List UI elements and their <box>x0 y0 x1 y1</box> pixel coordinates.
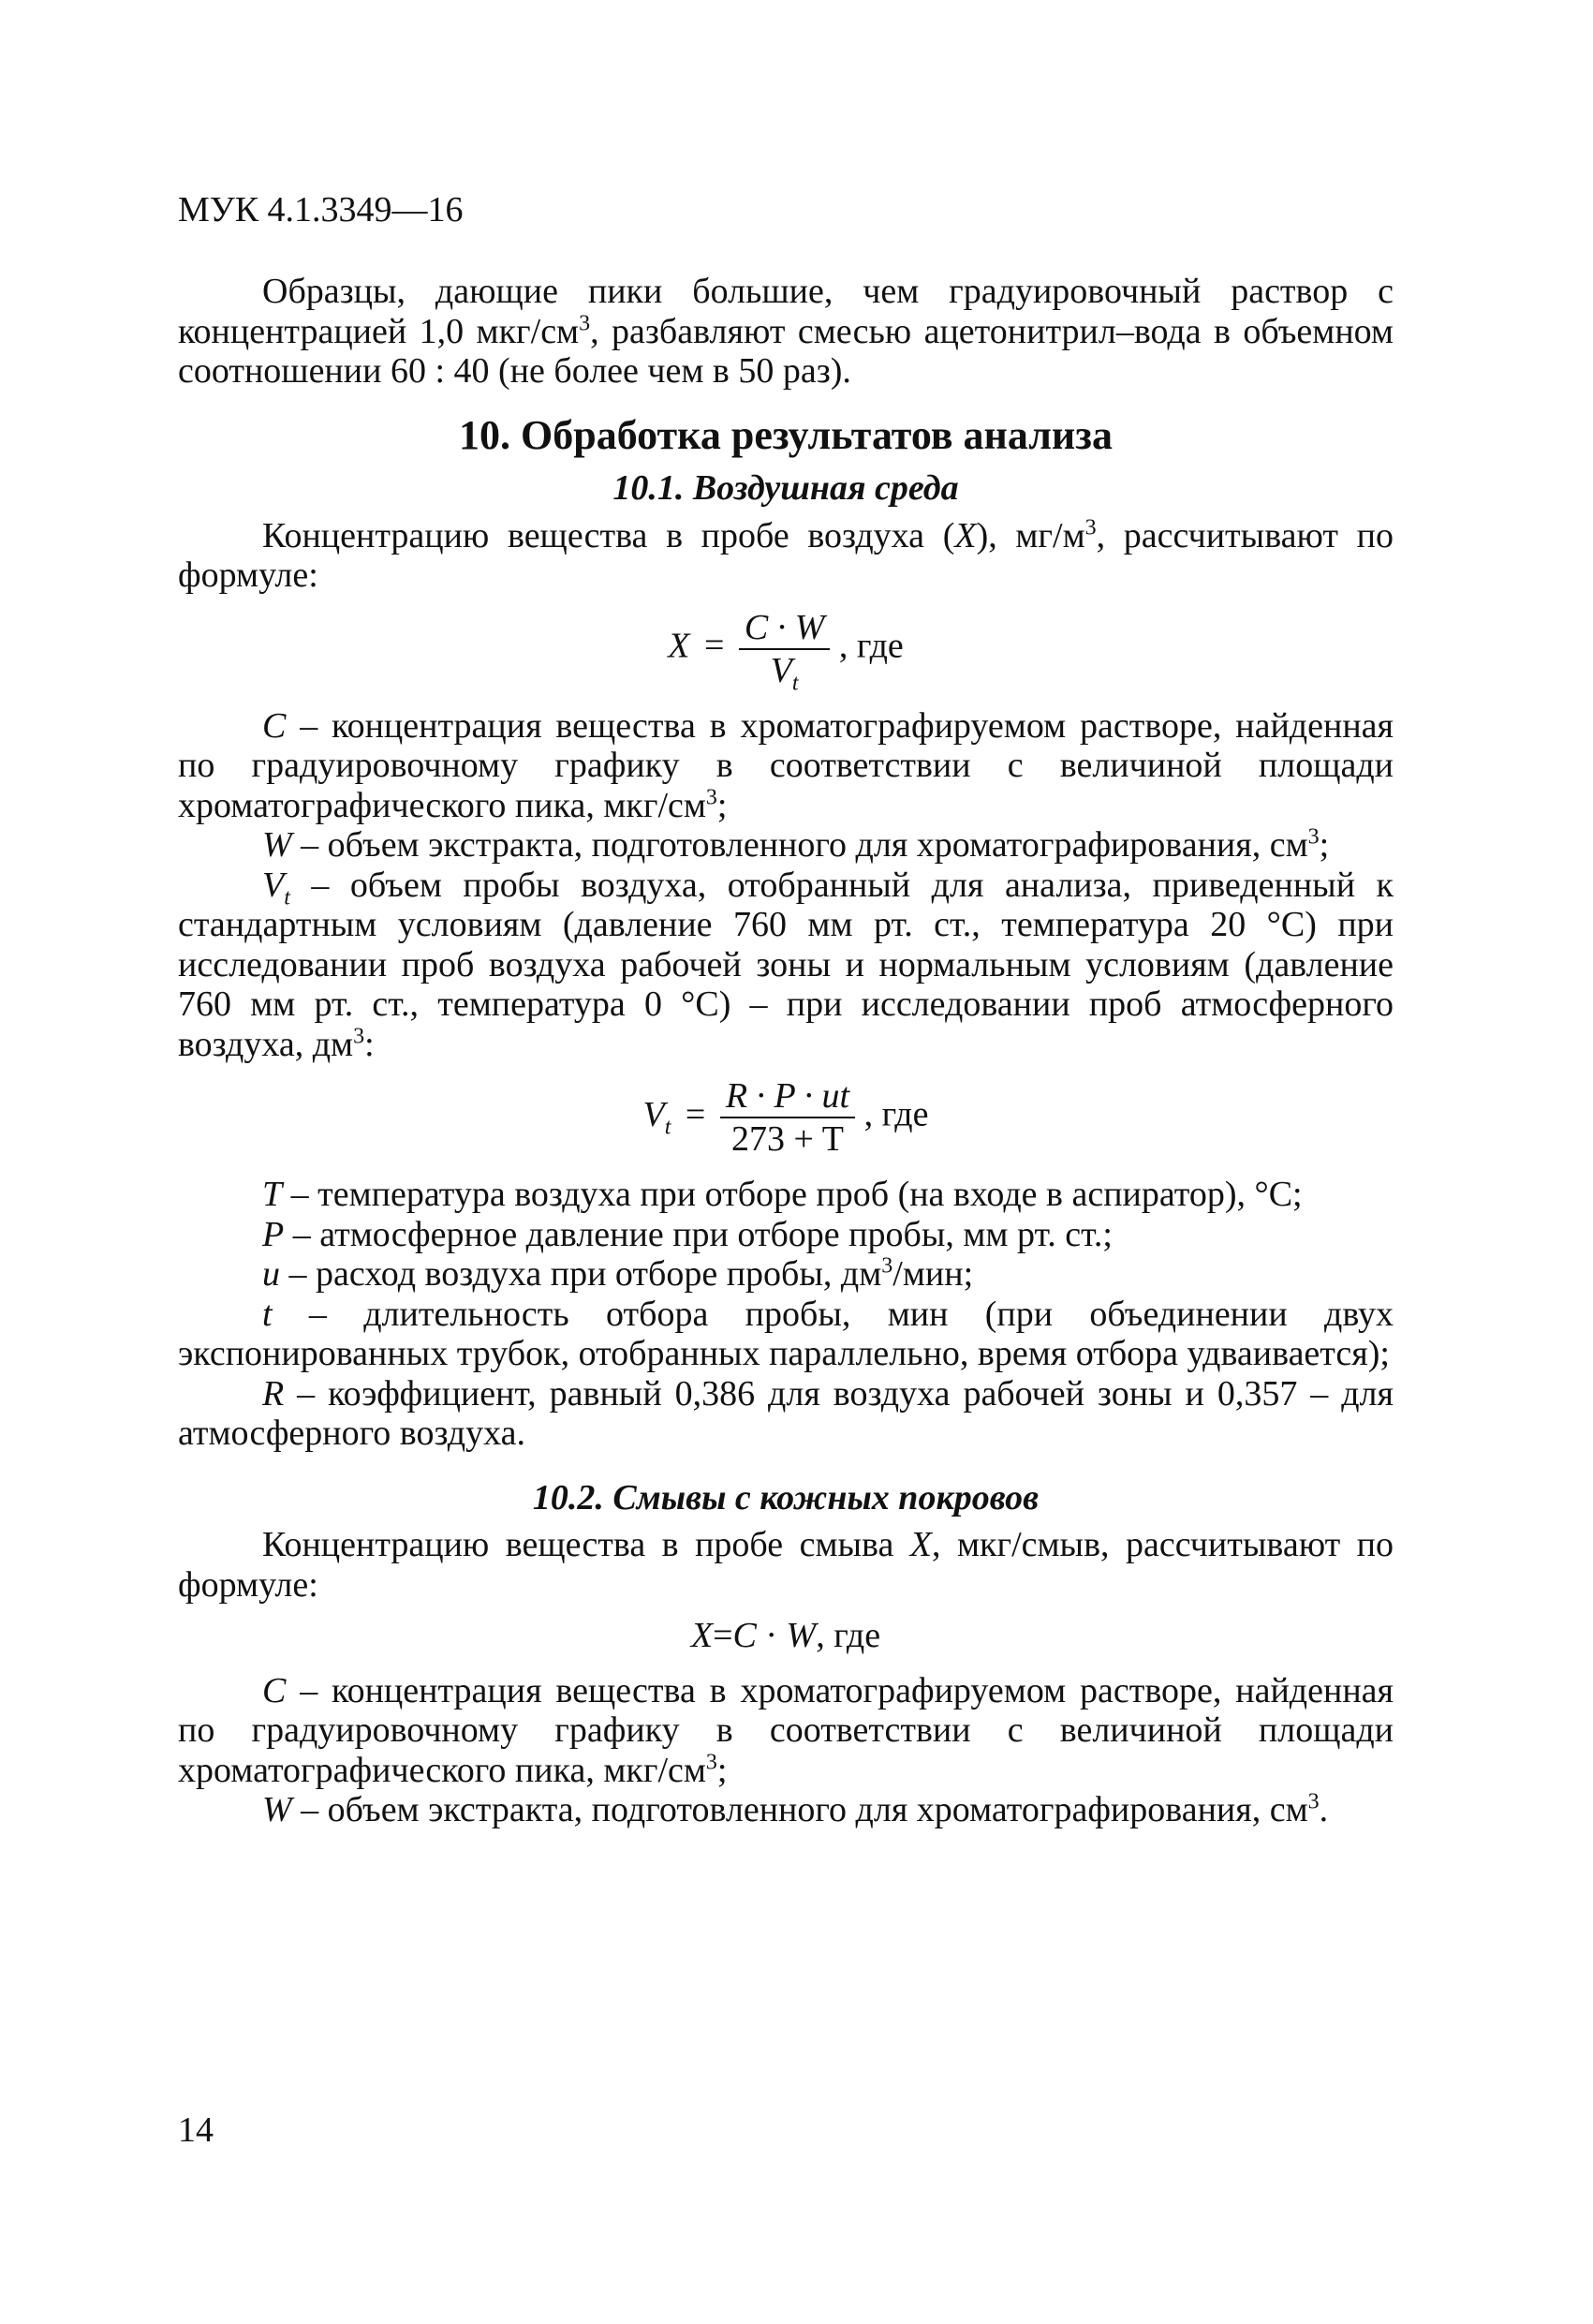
formula-x-den-sub: t <box>791 671 799 696</box>
def-vt-var: V <box>262 865 285 905</box>
formula-wash <box>178 1616 1394 1656</box>
formula-vt-denominator: 273 + T <box>730 1119 844 1159</box>
def-r-text: – коэффициент, равный 0,386 для воздуха рабочей зоны и 0,357 – для атмосферного воздуха. <box>178 1373 1394 1453</box>
def-c <box>178 706 1394 826</box>
s102-def-w <box>178 1790 1394 1830</box>
def-tt-var: t <box>262 1294 273 1334</box>
def-u <box>178 1254 1394 1295</box>
formula-vt-fraction <box>720 1075 855 1160</box>
formula-wash-w: W <box>786 1616 817 1655</box>
formula-vt <box>178 1075 1394 1160</box>
intro-sup: 3 <box>579 310 591 335</box>
def-t <box>178 1175 1394 1215</box>
s102-def-w-var: W <box>262 1790 292 1829</box>
document-code: МУК 4.1.3349—16 <box>178 190 464 229</box>
formula-vt-eq: = <box>685 1094 706 1134</box>
section-10-2-title: 10.2. Смывы с кожных покровов <box>532 1477 1040 1517</box>
s101-intro-c: , рассчитывают по формуле: <box>178 515 1394 595</box>
def-vt-text: – объем пробы воздуха, отобранный для анализа, приведенный к стандартным условиям (давление 760 мм рт. ст., температура 20 °С) при исследовании проб воздуха рабочей зоны и нормальным условиям (давление 760 мм рт. ст., температура 0 °С) – при исследовании проб атмосферного воздуха, дм <box>178 865 1394 1064</box>
s102-intro-var: X <box>909 1525 933 1564</box>
s101-intro-sup: 3 <box>1084 514 1097 540</box>
s101-intro <box>178 516 1394 596</box>
def-u-sup: 3 <box>881 1253 893 1279</box>
def-tt <box>178 1295 1394 1374</box>
s102-intro <box>178 1525 1394 1605</box>
def-vt <box>178 866 1394 1065</box>
def-t-text: – температура воздуха при отборе проб (на входе в аспиратор), °С; <box>282 1175 1303 1214</box>
def-w-text: – объем экстракта, подготовленного для хроматографирования, см <box>291 825 1308 865</box>
formula-x-eq: = <box>703 626 725 666</box>
def-vt-sub: t <box>284 885 290 910</box>
s102-def-w-end: . <box>1319 1790 1329 1829</box>
def-c-sup: 3 <box>705 784 717 809</box>
s101-intro-b: ), мг/м <box>976 515 1085 555</box>
def-c-end: ; <box>716 785 728 825</box>
def-p-text: – атмосферное давление при отборе пробы, мм рт. ст.; <box>284 1214 1113 1254</box>
section-10-1-title: 10.1. Воздушная среда <box>612 468 959 508</box>
def-c-text: – концентрация вещества в хроматографируемом растворе, найденная по градуировочному графику в соответствии с величиной площади хроматографического пика, мкг/см <box>178 705 1394 825</box>
formula-wash-dot: · <box>765 1616 778 1655</box>
def-r-var: R <box>262 1373 285 1414</box>
formula-x <box>178 607 1394 696</box>
s102-def-c-var: C <box>262 1670 287 1710</box>
formula-wash-lhs: X <box>690 1616 714 1655</box>
def-u-end: /мин; <box>892 1254 974 1294</box>
formula-vt-lhs-var: V <box>642 1094 665 1134</box>
formula-vt-lhs-sub: t <box>664 1115 671 1140</box>
def-vt-sup: 3 <box>353 1023 365 1048</box>
s102-def-w-text: – объем экстракта, подготовленного для хроматографирования, см <box>291 1790 1308 1829</box>
formula-x-den-var: V <box>770 650 792 690</box>
formula-wash-c: C <box>732 1616 757 1655</box>
def-c-var: C <box>262 705 287 746</box>
page-body <box>178 272 1394 1830</box>
s102-def-c <box>178 1671 1394 1791</box>
s102-def-c-text: – концентрация вещества в хроматографируемом растворе, найденная по градуировочному графику в соответствии с величиной площади хроматографического пика, мкг/см <box>178 1670 1394 1790</box>
formula-vt-tail: , где <box>863 1094 929 1134</box>
formula-x-fraction <box>739 607 831 696</box>
s102-def-c-sup: 3 <box>705 1749 717 1774</box>
def-u-var: u <box>262 1254 280 1294</box>
def-w-end: ; <box>1319 825 1330 865</box>
def-t-var: T <box>262 1175 283 1214</box>
s101-intro-a: Концентрацию вещества в пробе воздуха ( <box>262 515 955 555</box>
def-tt-text: – длительность отбора пробы, мин (при объединении двух экспонированных трубок, отобранных параллельно, время отбора удваивается); <box>178 1294 1394 1373</box>
intro-text-b: , разбавляют смесью ацетонитрил–вода в объемном соотношении 60 : 40 (не более чем в 50 раз). <box>178 311 1394 391</box>
def-w-sup: 3 <box>1307 824 1320 850</box>
intro-text-a: Образцы, дающие пики большие, чем градуировочный раствор с концентрацией 1,0 мкг/см <box>178 272 1394 351</box>
formula-x-tail: , где <box>838 626 904 666</box>
def-vt-end: : <box>364 1024 375 1064</box>
def-w <box>178 825 1394 866</box>
formula-x-lhs: X <box>668 626 690 666</box>
section-10-title: 10. Обработка результатов анализа <box>459 411 1113 458</box>
def-p-var: P <box>262 1214 285 1254</box>
formula-wash-tail: , где <box>816 1616 881 1655</box>
s101-intro-var: X <box>954 515 977 555</box>
def-w-var: W <box>262 825 292 865</box>
formula-vt-numerator: R · P · ut <box>720 1075 855 1118</box>
formula-vt-lhs <box>642 1094 671 1140</box>
formula-x-numerator: C · W <box>739 607 831 650</box>
def-r <box>178 1374 1394 1454</box>
s102-intro-a: Концентрацию вещества в пробе смыва <box>262 1525 910 1564</box>
intro-paragraph <box>178 272 1394 392</box>
s102-intro-b: , мкг/смыв, рассчитывают по формуле: <box>178 1525 1394 1605</box>
def-u-text: – расход воздуха при отборе пробы, дм <box>280 1254 882 1294</box>
s102-def-c-end: ; <box>716 1750 728 1790</box>
formula-x-denominator <box>739 650 831 696</box>
s102-def-w-sup: 3 <box>1307 1789 1320 1814</box>
def-p <box>178 1215 1394 1255</box>
page-number: 14 <box>178 2110 214 2150</box>
formula-wash-eq: = <box>713 1616 733 1655</box>
